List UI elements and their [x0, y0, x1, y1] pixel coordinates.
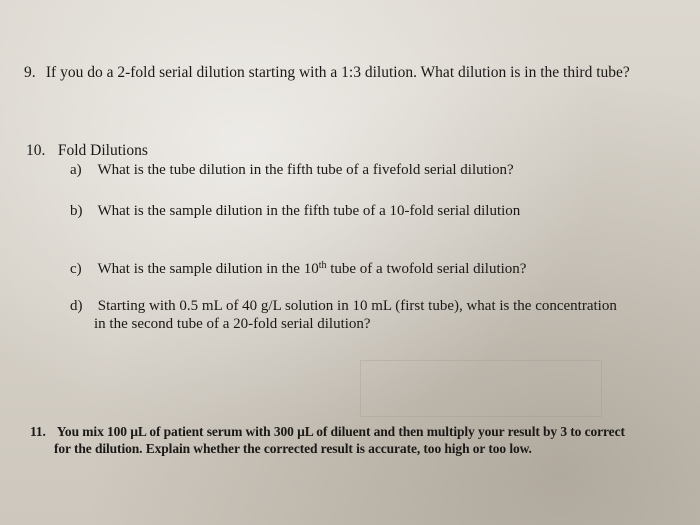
question-10a-text: What is the tube dilution in the fifth tube of a fivefold serial dilution?: [97, 162, 514, 178]
question-10d-line2: in the second tube of a 20-fold serial dilution?: [94, 316, 371, 332]
question-10c-text-after: tube of a twofold serial dilution?: [326, 261, 527, 277]
question-10b: [70, 203, 520, 220]
question-9: [24, 64, 630, 82]
question-9-text: If you do a 2-fold serial dilution starting with a 1:3 dilution. What dilution is in the third tube?: [45, 64, 630, 81]
question-10-heading: [26, 142, 148, 160]
question-11: [30, 424, 625, 457]
question-9-number: 9.: [24, 64, 36, 81]
question-10c-letter: c): [70, 261, 82, 277]
question-11-line2: for the dilution. Explain whether the corrected result is accurate, too high or too low.: [54, 441, 532, 456]
question-10d: [70, 298, 617, 333]
question-10c: [70, 261, 526, 278]
question-10-title: Fold Dilutions: [57, 142, 148, 159]
question-10d-letter: d): [70, 298, 83, 314]
question-10b-text: What is the sample dilution in the fifth tube of a 10-fold serial dilution: [97, 203, 521, 219]
question-10a: [70, 162, 514, 179]
question-10c-superscript: th: [318, 260, 327, 271]
question-10d-line1: Starting with 0.5 mL of 40 g/L solution in 10 mL (first tube), what is the concentration: [97, 298, 617, 314]
question-10-number: 10.: [26, 142, 46, 159]
bleed-through-table: [360, 360, 602, 417]
question-10c-text-before: What is the sample dilution in the 10: [97, 261, 319, 277]
question-11-line1: You mix 100 µL of patient serum with 300 µL of diluent and then multiply your result by 3 to correct: [56, 424, 625, 439]
question-11-number: 11.: [30, 424, 46, 439]
question-10a-letter: a): [70, 162, 82, 178]
question-10b-letter: b): [70, 203, 83, 219]
